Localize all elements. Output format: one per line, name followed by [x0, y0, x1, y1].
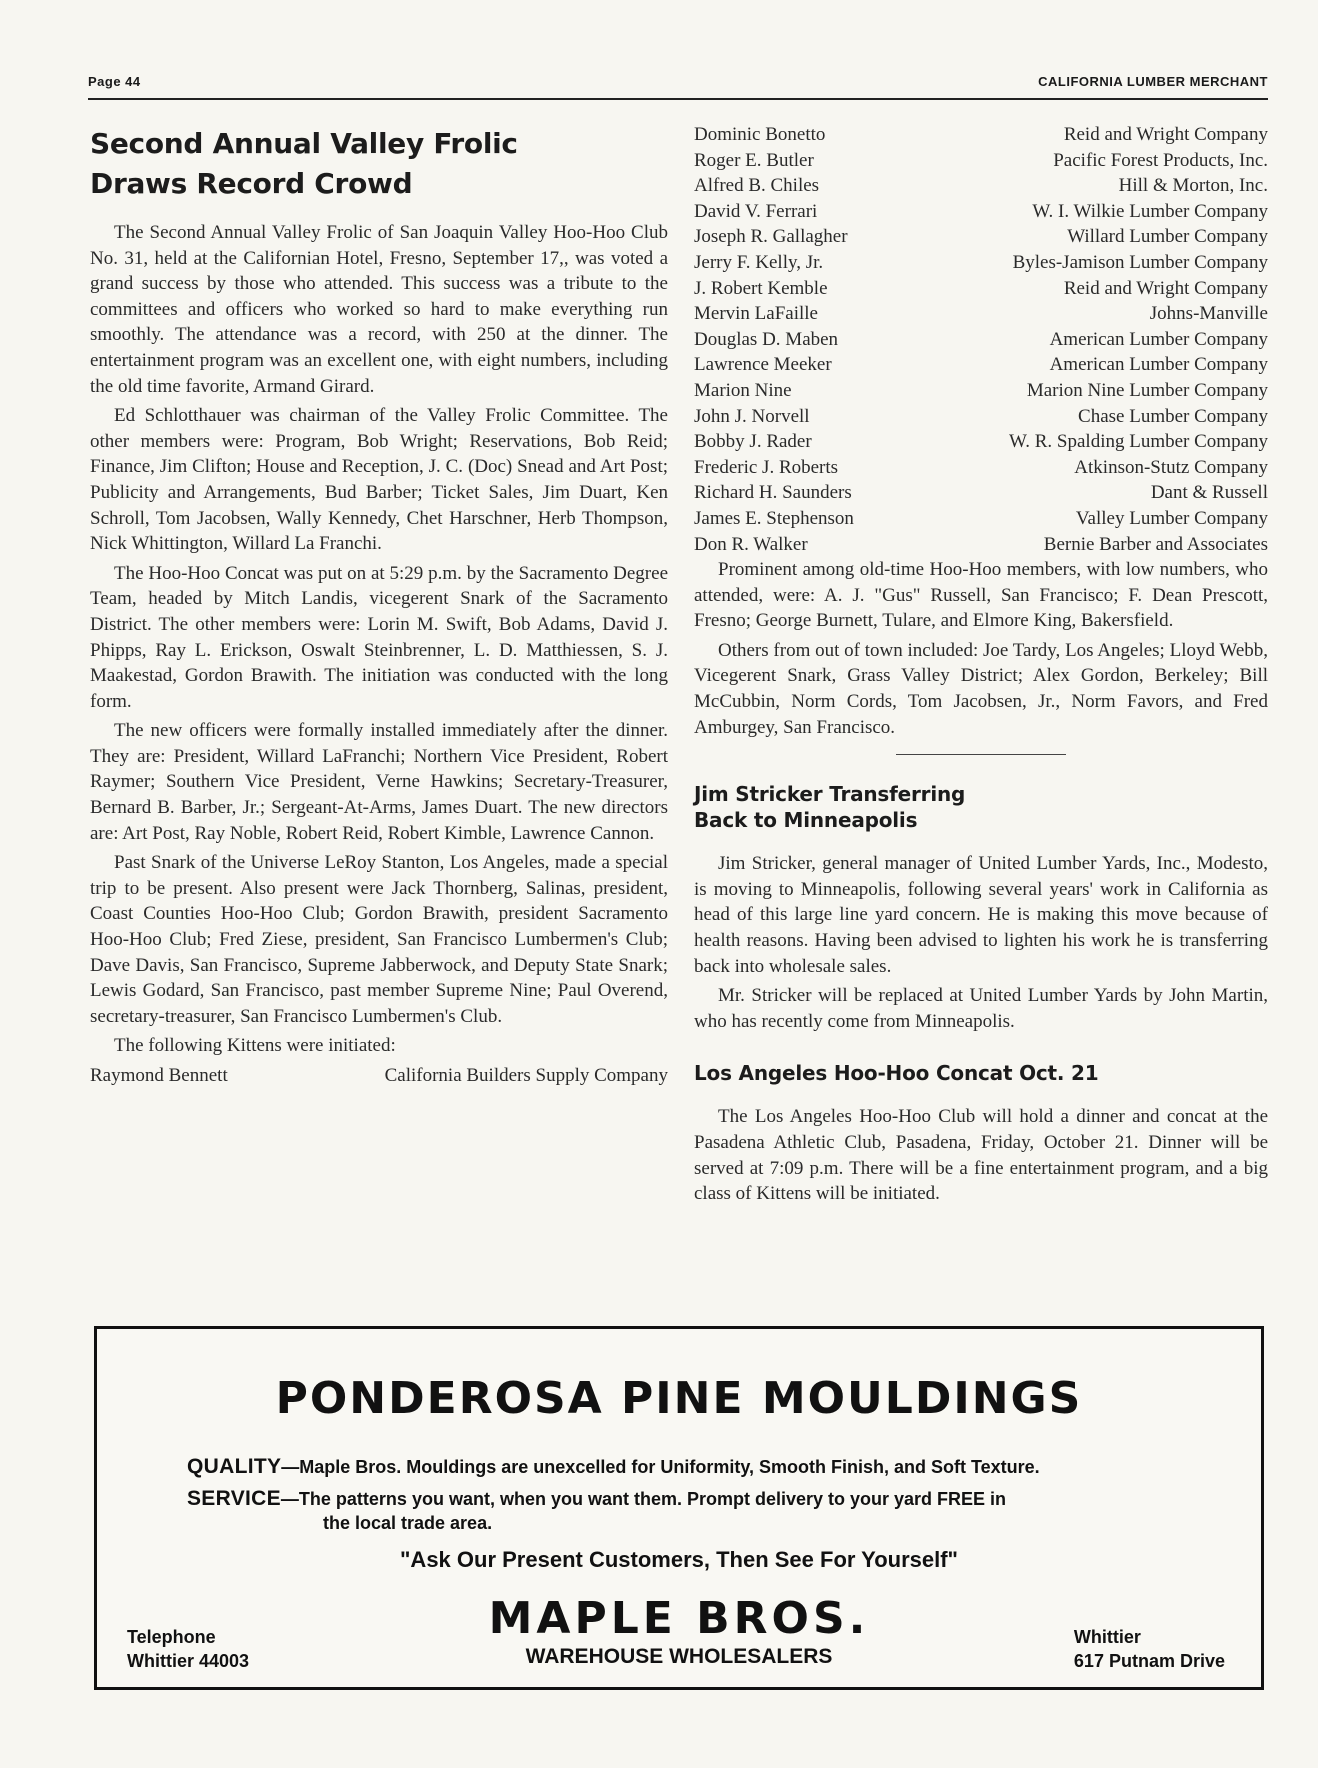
frolic-paragraph: The new officers were formally installed immediately after the dinner. They are: President, Willard LaFranchi; Northern Vice President, Robert Raymer; Southern Vice President, Verne Hawkins; Secretary-Treasurer, Bernard B. Barber, Jr.; Sergeant-At-Arms, James Duart. The new directors are: Art Post, Ray Noble, Robert Reid, Robert Kimble, Lawrence Cannon. — [90, 720, 668, 844]
maple-bros-advertisement — [94, 1326, 1264, 1690]
ad-quality-key: QUALITY — [187, 1455, 282, 1478]
kitten-company: Marion Nine Lumber Company — [1026, 379, 1268, 401]
kitten-row — [694, 250, 1268, 276]
kitten-name: Joseph R. Gallagher — [694, 226, 848, 248]
ad-city: Whittier — [1073, 1627, 1141, 1647]
ad-brand-name: MAPLE BROS. — [488, 1593, 870, 1644]
kitten-row — [694, 301, 1268, 327]
kitten-company: Valley Lumber Company — [1075, 507, 1268, 529]
concat-paragraph: The Los Angeles Hoo-Hoo Club will hold a dinner and concat at the Pasadena Athletic Club, Pasadena, Friday, October 21. Dinner will be served at 7:09 p.m. There will be a fine entertainment program, and a big class of Kittens will be initiated. — [694, 1106, 1268, 1205]
magazine-title: CALIFORNIA LUMBER MERCHANT — [1038, 74, 1268, 89]
stricker-headline-line2: Back to Minneapolis — [694, 808, 918, 833]
kitten-row — [694, 276, 1268, 302]
ad-tagline: WAREHOUSE WHOLESALERS — [525, 1645, 833, 1668]
kitten-row — [694, 480, 1268, 506]
kitten-row — [694, 532, 1268, 558]
ad-service-line — [187, 1487, 1006, 1511]
kitten-row — [694, 148, 1268, 174]
kitten-company: Dant & Russell — [1150, 482, 1268, 504]
frolic-paragraph: Ed Schlotthauer was chairman of the Valley Frolic Committee. The other members were: Program, Bob Wright; Reservations, Bob Reid; Finance, Jim Clifton; House and Reception, J. C. (Doc) Snead and Art Post; Publicity and Arrangements, Bud Barber; Ticket Sales, Jim Duart, Ken Schroll, Tom Jacobsen, Wally Kennedy, Chet Harschner, Herb Thompson, Nick Whittington, Willard La Franchi. — [90, 405, 668, 555]
kitten-name: John J. Norvell — [694, 405, 810, 427]
kitten-name: Bobby J. Rader — [694, 431, 812, 453]
frolic-headline-line1: Second Annual Valley Frolic — [90, 127, 518, 160]
kitten-name: Marion Nine — [694, 379, 792, 401]
kitten-company: Chase Lumber Company — [1078, 405, 1268, 427]
kitten-name: J. Robert Kemble — [694, 277, 828, 299]
ad-service-continued: the local trade area. — [323, 1513, 493, 1533]
kitten-row — [694, 455, 1268, 481]
kitten-row — [90, 1063, 668, 1089]
ad-telephone-label: Telephone — [127, 1627, 216, 1647]
header-rule — [88, 98, 1268, 100]
kitten-name: David V. Ferrari — [694, 200, 818, 222]
kitten-company: Byles-Jamison Lumber Company — [1012, 251, 1268, 273]
concat-headline: Los Angeles Hoo-Hoo Concat Oct. 21 — [694, 1061, 1099, 1086]
kitten-company: American Lumber Company — [1049, 328, 1268, 350]
ad-telephone-block — [127, 1625, 249, 1673]
ad-service-key: SERVICE — [187, 1487, 281, 1510]
kitten-name: Frederic J. Roberts — [694, 456, 839, 478]
kitten-row — [694, 327, 1268, 353]
article-divider — [896, 754, 1066, 755]
kitten-name: Alfred B. Chiles — [694, 175, 820, 197]
kitten-company: W. I. Wilkie Lumber Company — [1032, 200, 1268, 222]
ad-service-text: —The patterns you want, when you want them. Prompt delivery to your yard FREE in — [280, 1489, 1007, 1509]
kitten-company: W. R. Spalding Lumber Company — [1009, 431, 1268, 453]
stricker-paragraph: Mr. Stricker will be replaced at United Lumber Yards by John Martin, who has recently come from Minneapolis. — [694, 985, 1268, 1032]
kitten-row — [694, 122, 1268, 148]
kitten-row — [694, 378, 1268, 404]
frolic-paragraph: Others from out of town included: Joe Tardy, Los Angeles; Lloyd Webb, Vicegerent Snark, Grass Valley District; Alex Gordon, Berkeley; Bill McCubbin, Norm Cords, Tom Jacobsen, Jr., Norm Favors, and Fred Amburgey, San Francisco. — [694, 639, 1268, 738]
kitten-name: James E. Stephenson — [694, 507, 854, 529]
right-column — [694, 122, 1268, 1211]
kitten-row — [694, 352, 1268, 378]
kitten-company: Pacific Forest Products, Inc. — [1053, 149, 1268, 171]
ad-quote: "Ask Our Present Customers, Then See For Yourself" — [400, 1547, 958, 1572]
kitten-name: Mervin LaFaille — [694, 303, 818, 325]
kitten-row — [694, 429, 1268, 455]
ad-quality-text: —Maple Bros. Mouldings are unexcelled for Uniformity, Smooth Finish, and Soft Texture. — [281, 1457, 1040, 1477]
kitten-company: Reid and Wright Company — [1063, 124, 1268, 145]
frolic-paragraph: The Second Annual Valley Frolic of San Joaquin Valley Hoo-Hoo Club No. 31, held at the Californian Hotel, Fresno, September 17,, was voted a grand success by those who attended. This success was a tribute to the committees and officers who worked so hard to make everything run smoothly. The attendance was a record, with 250 at the dinner. The entertainment program was an excellent one, with eight numbers, including the old time favorite, Armand Girard. — [90, 222, 668, 397]
kitten-name: Lawrence Meeker — [694, 354, 832, 376]
kitten-row — [694, 199, 1268, 225]
kitten-company: Willard Lumber Company — [1067, 226, 1268, 248]
kitten-company: California Builders Supply Company — [384, 1065, 668, 1086]
kitten-company: Johns-Manville — [1149, 303, 1268, 325]
kitten-name: Dominic Bonetto — [694, 124, 826, 145]
stricker-headline — [694, 781, 1268, 833]
ad-title: PONDEROSA PINE MOULDINGS — [275, 1373, 1083, 1424]
kitten-row — [694, 404, 1268, 430]
kitten-company: Reid and Wright Company — [1063, 277, 1268, 299]
frolic-headline — [90, 124, 668, 204]
ad-telephone-number: Whittier 44003 — [127, 1651, 250, 1671]
frolic-paragraph: The following Kittens were initiated: — [114, 1035, 396, 1057]
kitten-company: American Lumber Company — [1049, 354, 1268, 376]
kitten-name: Richard H. Saunders — [694, 482, 852, 504]
kitten-name: Douglas D. Maben — [694, 328, 839, 350]
kitten-row — [694, 506, 1268, 532]
kitten-row — [694, 173, 1268, 199]
left-column — [90, 124, 668, 1089]
kitten-name: Raymond Bennett — [90, 1065, 228, 1086]
ad-street: 617 Putnam Drive — [1073, 1651, 1225, 1671]
frolic-paragraph: The Hoo-Hoo Concat was put on at 5:29 p.m. by the Sacramento Degree Team, headed by Mitch Landis, vicegerent Snark of the Sacramento District. The other members were: Lorin M. Swift, Bob Adams, David J. Phipps, Ray L. Erickson, Oswalt Steinbrenner, L. D. Matthiessen, S. J. Maakestad, Gordon Brawith. The initiation was conducted with the long form. — [90, 562, 668, 712]
stricker-paragraph: Jim Stricker, general manager of United Lumber Yards, Inc., Modesto, is moving to Minneapolis, following several years' work in California as head of this large line yard concern. He is making this move because of health reasons. Having been advised to lighten his work he is transferring back into wholesale sales. — [694, 853, 1268, 977]
page-number: Page 44 — [88, 74, 141, 89]
stricker-headline-line1: Jim Stricker Transferring — [694, 782, 966, 807]
kitten-company: Hill & Morton, Inc. — [1118, 175, 1268, 197]
ad-address-block — [1074, 1625, 1225, 1673]
kitten-name: Roger E. Butler — [694, 149, 814, 171]
frolic-headline-line2: Draws Record Crowd — [90, 167, 413, 200]
frolic-paragraph: Past Snark of the Universe LeRoy Stanton, Los Angeles, made a special trip to be present. Also present were Jack Thornberg, Salinas, president, Coast Counties Hoo-Hoo Club; Gordon Brawith, president Sacramento Hoo-Hoo Club; Fred Ziese, president, San Francisco Lumbermen's Club; Dave Davis, San Francisco, Supreme Jabberwock, and Deputy State Snark; Lewis Godard, San Francisco, past member Supreme Nine; Paul Overend, secretary-treasurer, San Francisco Lumbermen's Club. — [90, 852, 668, 1027]
kitten-name: Don R. Walker — [694, 533, 808, 555]
kitten-row — [694, 224, 1268, 250]
kitten-company: Bernie Barber and Associates — [1043, 533, 1268, 555]
ad-quality-line — [187, 1455, 1040, 1479]
kitten-company: Atkinson-Stutz Company — [1074, 456, 1268, 478]
kitten-name: Jerry F. Kelly, Jr. — [694, 251, 824, 273]
kitten-list — [694, 122, 1268, 557]
frolic-paragraph: Prominent among old-time Hoo-Hoo members, with low numbers, who attended, were: A. J. "Gus" Russell, San Francisco; F. Dean Prescott, Fresno; George Burnett, Tulare, and Elmore King, Bakersfield. — [694, 559, 1268, 632]
